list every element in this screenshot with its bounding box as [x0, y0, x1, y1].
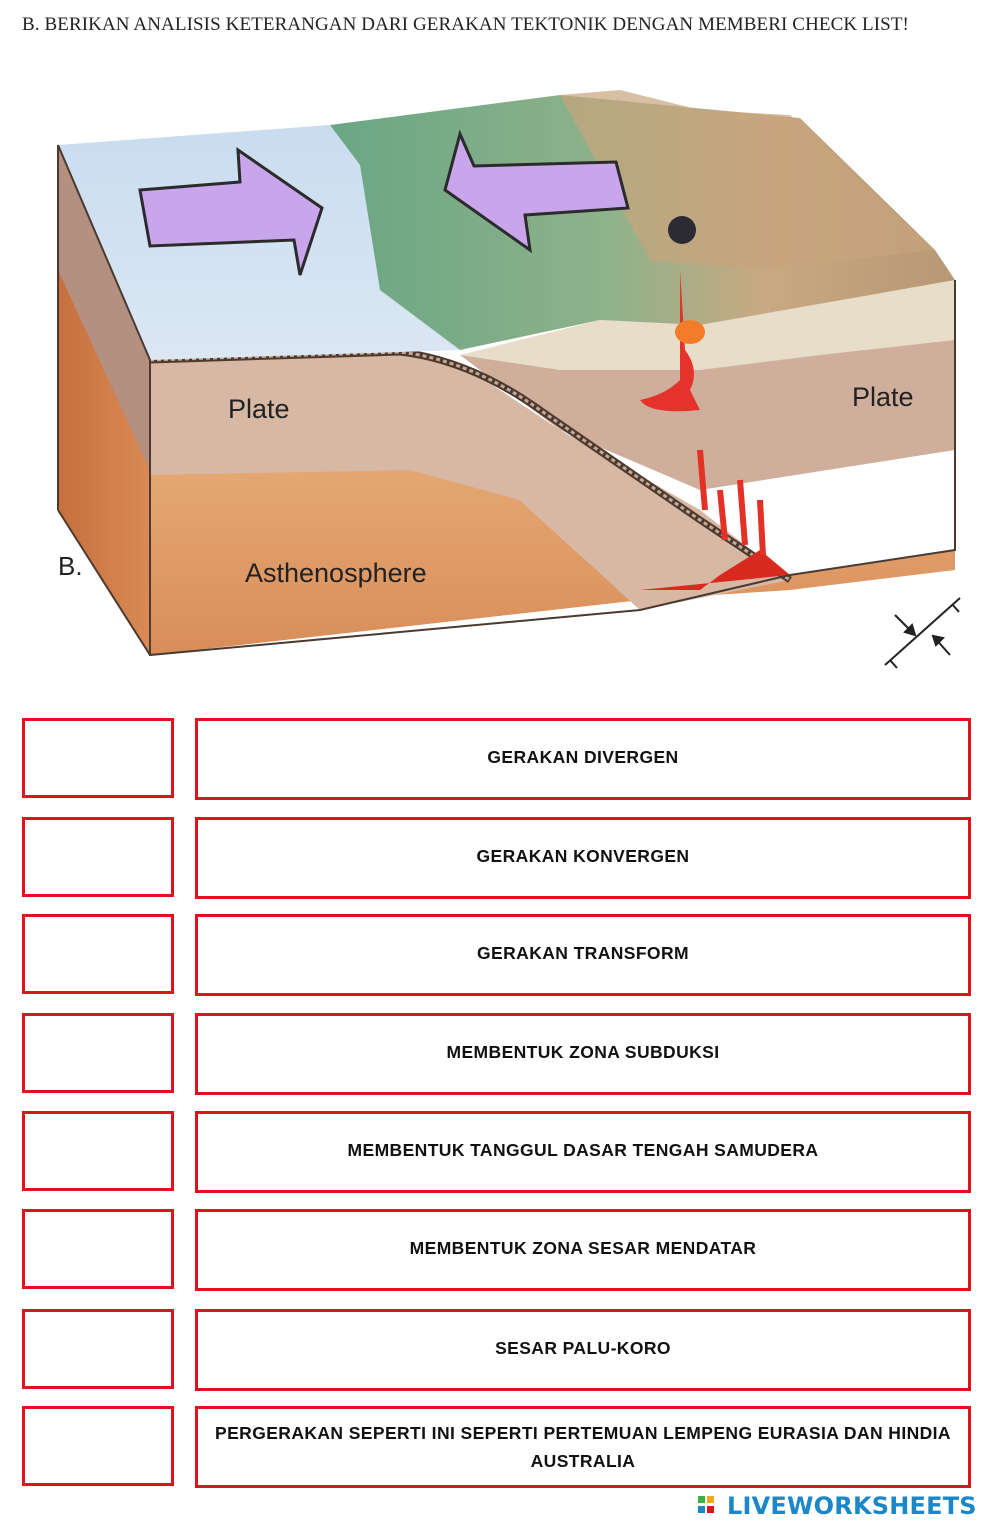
statement-box: [195, 1209, 971, 1291]
asthenosphere-label: Asthenosphere: [245, 558, 427, 588]
statement-box: [195, 817, 971, 899]
right-plate-label: Plate: [852, 382, 914, 412]
check-box[interactable]: [22, 1209, 174, 1289]
check-box[interactable]: [22, 1013, 174, 1093]
statement-box: [195, 1111, 971, 1193]
figure-label: B.: [58, 551, 83, 581]
statement-text: GERAKAN KONVERGEN: [476, 846, 690, 866]
statement-text: SESAR PALU-KORO: [495, 1338, 671, 1358]
check-box[interactable]: [22, 817, 174, 897]
check-box[interactable]: [22, 1309, 174, 1389]
statement-box: [195, 718, 971, 800]
convergence-symbol-icon: [885, 598, 960, 668]
convergent-plate-diagram: [0, 70, 1000, 690]
statement-box: [195, 1406, 971, 1488]
statement-text: MEMBENTUK ZONA SESAR MENDATAR: [409, 1238, 757, 1258]
left-plate-label: Plate: [228, 394, 290, 424]
statement-text: MEMBENTUK TANGGUL DASAR TENGAH SAMUDERA: [347, 1140, 819, 1160]
statement-box: [195, 1013, 971, 1095]
statement-box: [195, 1309, 971, 1391]
brand-name: LIVEWORKSHEETS: [727, 1492, 977, 1520]
volcano: [668, 216, 696, 244]
statement-box: [195, 914, 971, 996]
instruction-heading: B. BERIKAN ANALISIS KETERANGAN DARI GERAKAN TEKTONIK DENGAN MEMBERI CHECK LIST!: [22, 14, 909, 35]
statement-text: GERAKAN TRANSFORM: [477, 943, 689, 963]
check-box[interactable]: [22, 718, 174, 798]
statement-text: PERGERAKAN SEPERTI INI SEPERTI PERTEMUAN LEMPENG EURASIA DAN HINDIA AUSTRALIA: [215, 1423, 951, 1471]
statement-text: MEMBENTUK ZONA SUBDUKSI: [446, 1042, 720, 1062]
check-box[interactable]: [22, 1406, 174, 1486]
check-box[interactable]: [22, 914, 174, 994]
check-box[interactable]: [22, 1111, 174, 1191]
statement-text: GERAKAN DIVERGEN: [487, 747, 679, 767]
liveworksheets-logo-icon: [697, 1493, 723, 1519]
liveworksheets-brand[interactable]: [697, 1491, 977, 1521]
